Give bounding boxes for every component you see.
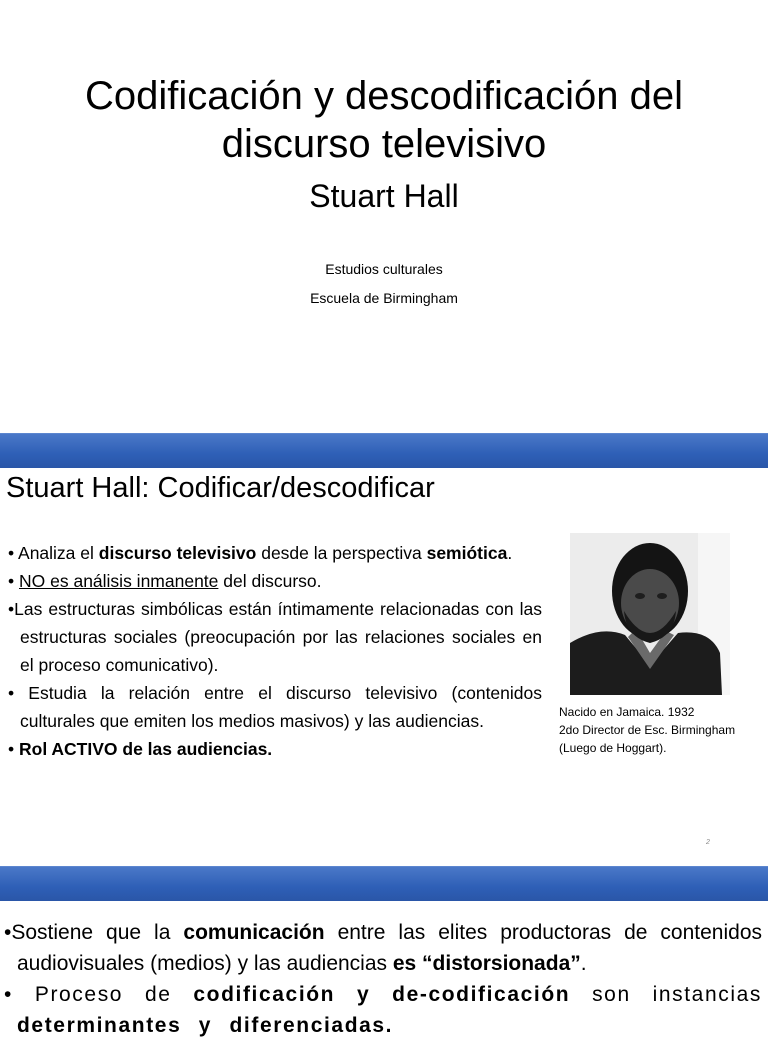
paragraph-2 [4,979,762,1041]
slide-title [0,72,768,168]
content-slide-2 [0,433,768,866]
paragraph-1-bold-2: es “distorsionada” [392,952,581,975]
author-subtitle: Stuart Hall [309,178,459,214]
page-number: 2 [706,839,710,846]
caption-line-1: Nacido en Jamaica. 1932 [559,705,695,719]
content-slide-3 [0,866,768,1037]
bullet-list [8,539,542,763]
bullet-1-mid: desde la perspectiva [256,543,427,563]
bullet-1 [8,539,542,567]
bullet-2 [8,567,542,595]
portrait-image [570,533,730,695]
field-label: Estudios culturales [325,261,443,277]
title-line-2: discurso televisivo [221,122,547,166]
caption-line-2: 2do Director de Esc. Birmingham [559,723,736,737]
paragraph-1-end: . [580,952,587,975]
paragraph-2-bold: codificación y de-codificación [193,983,571,1006]
header-bar [0,433,768,468]
paragraph-1-text: •Sostiene que la [4,921,184,944]
title-slide [0,0,768,433]
paragraph-1 [4,917,762,979]
school-label: Escuela de Birmingham [310,290,458,306]
bullet-2-marker: • [8,571,19,591]
bullet-4-text: • Estudia la relación entre el discurso televisivo (contenidos culturales que emiten los medios masivos) y las audiencias. [8,683,542,731]
bullet-1-end: . [507,543,513,563]
bullet-1-text: • Analiza el [8,543,99,563]
paragraph-2-mid: son instancias [570,983,762,1006]
paragraph-2-bold-2: determinantes y diferenciadas. [17,1014,394,1037]
bullet-2-end: del discurso. [218,571,322,591]
header-bar [0,866,768,901]
slide-3-body [4,917,762,1041]
photo-caption [559,703,764,757]
bullet-3 [8,595,542,679]
title-line-1: Codificación y descodificación del [84,74,684,118]
paragraph-1-mid: entre las elites productoras de contenidos audiovisuales (medios) y las audiencias [17,921,762,975]
paragraph-2-text: • Proceso de [4,983,194,1006]
bullet-1-bold-2: semiótica [426,543,508,563]
paragraph-1-bold: comunicación [183,921,325,944]
bullet-5-bold: Rol ACTIVO de las audiencias. [19,739,273,759]
portrait-photo [570,533,730,695]
bullet-1-bold: discurso televisivo [98,543,257,563]
bullet-5 [8,735,542,763]
slide-2-title: Stuart Hall: Codificar/descodificar [6,472,435,504]
bullet-4 [8,679,542,735]
bullet-3-text: •Las estructuras simbólicas están íntimamente relacionadas con las estructuras sociales (preocupación por las relaciones sociales en el proceso comunicativo). [8,599,542,675]
bullet-2-underlined: NO es análisis inmanente [19,571,219,591]
caption-line-3: (Luego de Hoggart). [559,741,667,755]
bullet-5-marker: • [8,739,19,759]
